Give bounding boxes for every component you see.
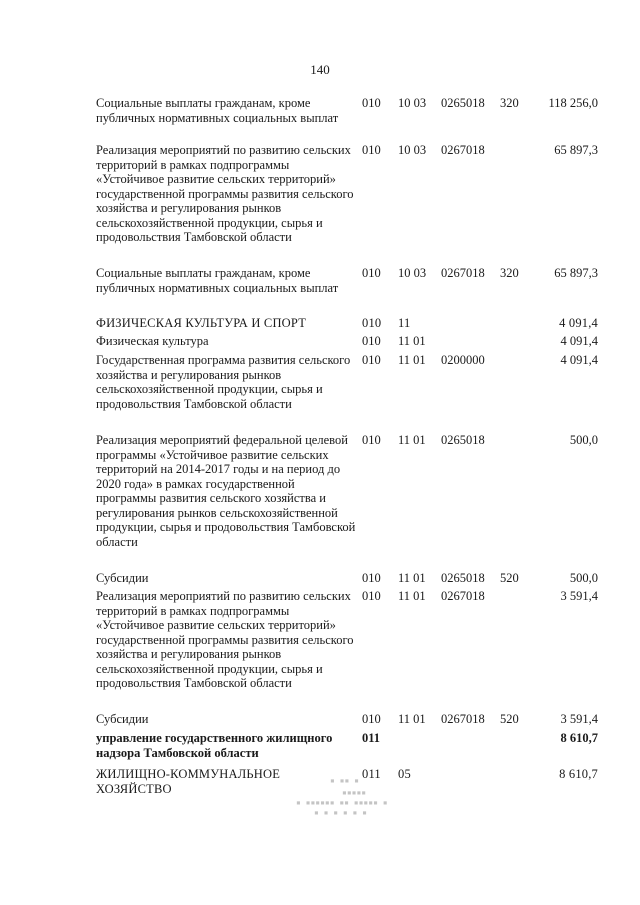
row-expense-type: 520 — [500, 571, 519, 585]
row-section-code: 10 03 — [398, 143, 427, 157]
row-target-code: 0265018 — [441, 96, 485, 110]
row-section-code: 11 01 — [398, 589, 426, 603]
row-target-code: 0265018 — [441, 571, 485, 585]
row-admin-code: 010 — [362, 316, 382, 330]
row-description: управление государственного жилищного надзора Тамбовской области — [96, 731, 333, 760]
row-amount: 4 091,4 — [560, 334, 598, 348]
row-section-code: 05 — [398, 767, 411, 781]
row-admin-code: 010 — [362, 353, 381, 367]
row-description: Социальные выплаты гражданам, кроме публичных нормативных социальных выплат — [96, 266, 339, 295]
row-admin-code: 010 — [362, 712, 381, 726]
row-amount: 65 897,3 — [554, 266, 598, 280]
row-target-code: 0200000 — [441, 353, 485, 367]
row-admin-code: 010 — [362, 96, 381, 110]
row-amount: 118 256,0 — [548, 96, 598, 110]
row-expense-type: 520 — [500, 712, 519, 726]
row-admin-code: 010 — [362, 143, 381, 157]
row-amount: 500,0 — [569, 433, 598, 447]
row-target-code: 0265018 — [441, 433, 485, 447]
row-amount: 3 591,4 — [560, 589, 598, 603]
row-admin-code: 010 — [362, 334, 381, 348]
row-admin-code: 010 — [362, 433, 381, 447]
page-number: 140 — [310, 62, 330, 77]
row-description: ФИЗИЧЕСКАЯ КУЛЬТУРА И СПОРТ — [96, 316, 307, 330]
row-section-code: 11 01 — [398, 571, 426, 585]
row-target-code: 0267018 — [441, 712, 485, 726]
row-section-code: 11 01 — [398, 712, 426, 726]
row-expense-type: 320 — [500, 96, 519, 110]
row-amount: 3 591,4 — [560, 712, 598, 726]
row-amount: 8 610,7 — [559, 767, 598, 781]
row-description: Социальные выплаты гражданам, кроме публичных нормативных социальных выплат — [96, 96, 339, 125]
row-admin-code: 010 — [362, 571, 381, 585]
row-section-code: 11 01 — [398, 433, 426, 447]
row-admin-code: 011 — [362, 731, 381, 745]
row-admin-code: 010 — [362, 266, 381, 280]
row-expense-type: 320 — [500, 266, 519, 280]
row-description: Реализация мероприятий федеральной целевой программы «Устойчивое развитие сельских территорий на 2014-2017 годы и на период до 2020 года» в рамках государственной программы развития сельского хозяйства и регулирования рынков сельскохозяйственной продукции, сырья и продовольствия Тамбовской области — [96, 433, 356, 549]
row-description: Государственная программа развития сельского хозяйства и регулирования рынков сельскохозяйственной продукции, сырья и продовольствия Тамбовской области — [96, 353, 351, 411]
row-description: Реализация мероприятий по развитию сельских территорий в рамках подпрограммы «Устойчивое развитие сельских территорий» государственной программы развития сельского хозяйства и регулирования рынков сельскохозяйственной продукции, сырья и продовольствия Тамбовской области — [96, 589, 354, 690]
row-section-code: 11 — [398, 316, 411, 330]
row-amount: 500,0 — [569, 571, 598, 585]
row-amount: 4 091,4 — [559, 316, 598, 330]
row-section-code: 11 01 — [398, 353, 426, 367]
row-section-code: 10 03 — [398, 266, 427, 280]
row-description: ЖИЛИЩНО-КОММУНАЛЬНОЕ ХОЗЯЙСТВО — [96, 767, 281, 796]
row-amount: 65 897,3 — [554, 143, 598, 157]
row-amount: 4 091,4 — [560, 353, 598, 367]
row-description: Субсидии — [96, 571, 149, 585]
row-admin-code: 010 — [362, 589, 381, 603]
row-target-code: 0267018 — [441, 589, 485, 603]
row-description: Физическая культура — [96, 334, 209, 348]
row-section-code: 11 01 — [398, 334, 426, 348]
row-description: Реализация мероприятий по развитию сельских территорий в рамках подпрограммы «Устойчивое развитие сельских территорий» государственной программы развития сельского хозяйства и регулирования рынков сельскохозяйственной продукции, сырья и продовольствия Тамбовской области — [96, 143, 354, 244]
row-target-code: 0267018 — [441, 266, 485, 280]
row-admin-code: 011 — [362, 767, 381, 781]
row-target-code: 0267018 — [441, 143, 485, 157]
row-section-code: 10 03 — [398, 96, 427, 110]
faint-stamp-mark: ▪ ▪▪ ▪ ▪▪▪▪▪ ▪ ▪▪▪▪▪▪ ▪▪ ▪▪▪▪▪ ▪ ▪ ▪ ▪ ▪ ▪ ▪ — [296, 776, 388, 817]
row-amount: 8 610,7 — [560, 731, 598, 745]
row-description: Субсидии — [96, 712, 149, 726]
